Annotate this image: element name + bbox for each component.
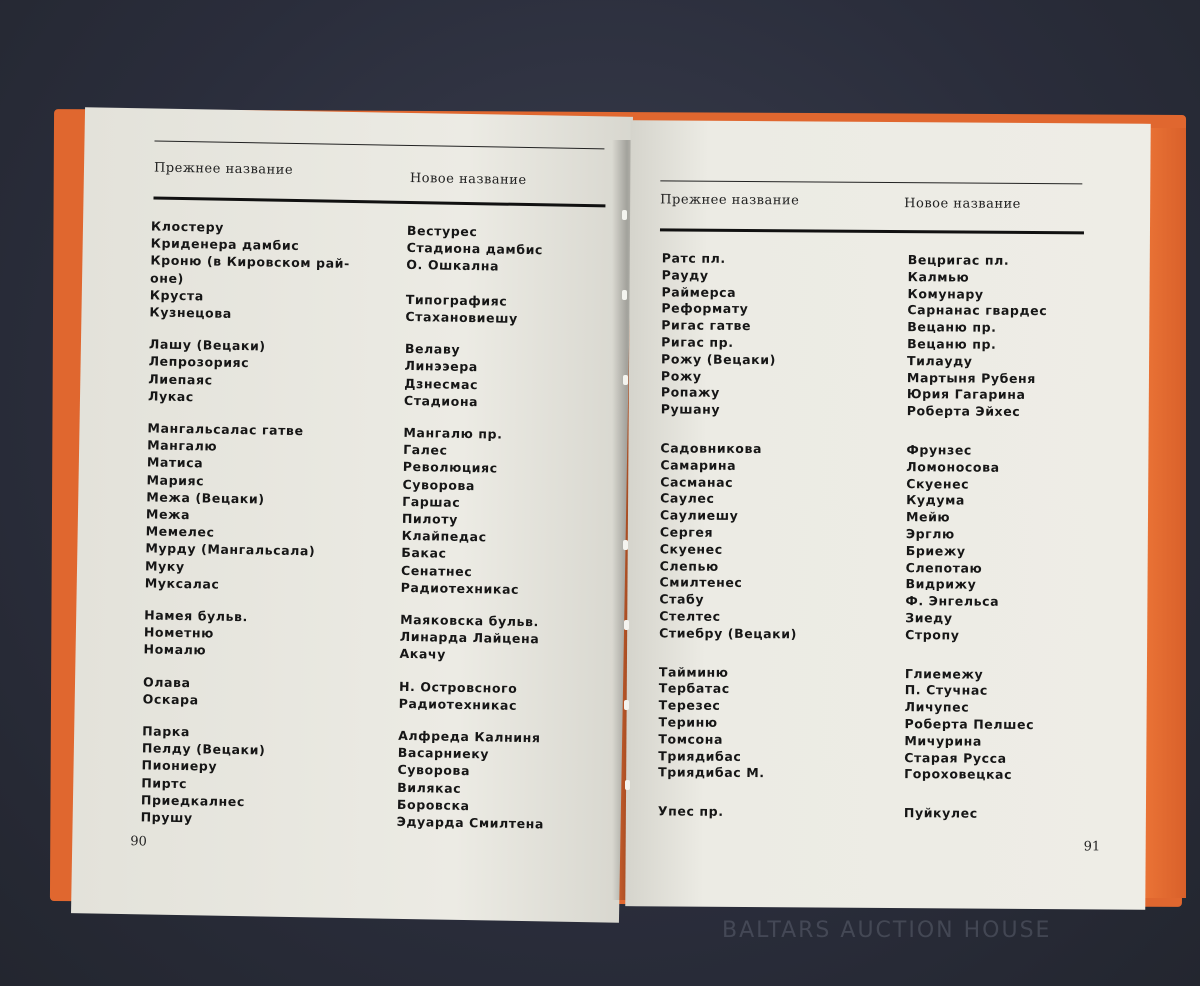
old-street-name: Стабу (659, 591, 705, 607)
new-street-name: Маяковска бульв. (400, 611, 540, 630)
old-street-name: Рауду (661, 267, 709, 283)
new-street-name: Вилякас (397, 779, 462, 796)
new-street-name: Суворова (402, 476, 476, 493)
old-street-name: Круста (149, 287, 204, 304)
old-street-name: Оскара (142, 691, 199, 708)
new-street-name: Стадиона дамбис (406, 240, 544, 258)
old-street-name: Ратс пл. (661, 250, 726, 266)
old-street-name: Тайминю (658, 663, 729, 680)
old-street-name: Прушу (140, 809, 193, 826)
new-street-name: Клайпедас (401, 528, 487, 545)
old-street-name: Рожу (660, 368, 702, 384)
new-street-name: Эрглю (905, 526, 955, 542)
new-street-name: Гороховецкас (904, 766, 1013, 783)
old-street-name: Пиртс (141, 774, 188, 791)
new-street-name: Суворова (397, 762, 471, 779)
old-street-name: Марияс (146, 472, 205, 489)
old-street-name: Рожу (Вецаки) (661, 351, 777, 368)
binding-stitch (622, 210, 627, 220)
binding-stitch (625, 780, 630, 790)
binding-stitch (623, 375, 628, 385)
new-street-name: Эдуарда Смилтена (396, 813, 545, 832)
new-street-name: Ф. Энгельса (905, 593, 1000, 609)
new-street-name: Васарниеку (397, 745, 490, 762)
new-street-name: Юрия Гагарина (906, 386, 1026, 403)
old-street-name: Саулес (660, 490, 715, 507)
old-street-name: Мангалю (147, 437, 218, 454)
header-new-name: Новое название (904, 196, 1021, 212)
old-street-name: Упес пр. (657, 803, 724, 820)
new-street-name: Ломоносова (906, 458, 1000, 475)
old-street-name: Тербатас (658, 680, 730, 697)
new-street-name: Кудума (906, 492, 966, 508)
old-street-name: Ригас гатве (661, 317, 752, 334)
old-street-name: Лиепаяс (148, 371, 213, 388)
binding-stitch (622, 290, 627, 300)
old-street-name: Лукас (147, 388, 195, 405)
new-street-name: Стахановиешу (405, 308, 518, 326)
new-street-name: Радиотехникас (400, 579, 520, 597)
new-street-name: Фрунзес (906, 442, 972, 458)
new-street-name: Дзнесмас (404, 375, 479, 392)
old-street-name: Клостеру (150, 218, 225, 235)
new-street-name: Вецригас пл. (907, 252, 1010, 268)
old-street-name: Приедкалнес (140, 792, 246, 809)
old-street-name: Скуенес (659, 541, 723, 557)
new-street-name: О. Ошкална (406, 257, 500, 274)
new-street-name: Акачу (399, 646, 447, 663)
new-street-name: Мейю (905, 509, 951, 525)
old-street-name: Номалю (143, 641, 207, 658)
new-street-name: Алфреда Калниня (398, 727, 541, 746)
new-street-name: Боровска (396, 796, 470, 813)
header-rule-bottom (153, 196, 605, 207)
new-street-name: Типографияс (405, 291, 508, 309)
new-street-name: Велаву (404, 341, 461, 358)
old-street-name: Терезес (658, 697, 721, 714)
new-street-name: Линээера (404, 358, 478, 375)
old-street-name: Томсона (658, 731, 724, 747)
old-street-name: Териню (658, 714, 718, 730)
old-street-name: Слепью (659, 558, 719, 574)
left-page (71, 107, 633, 922)
binding-stitch (624, 620, 629, 630)
old-street-name: Реформату (661, 300, 749, 317)
header-old-name: Прежнее название (153, 160, 294, 178)
old-street-name: Саулиешу (659, 507, 739, 524)
old-street-name: Лепрозорияс (148, 353, 250, 371)
new-street-name: Скуенес (906, 475, 970, 492)
new-street-name: Сенатнес (400, 562, 473, 579)
new-street-name: Роберта Эйхес (906, 403, 1021, 420)
new-street-name: Видрижу (905, 576, 977, 593)
new-street-name: Роберта Пелшес (904, 716, 1035, 733)
new-street-name: Гаршас (402, 493, 461, 510)
binding-stitch (623, 540, 628, 550)
new-street-name: Вецаню пр. (907, 319, 997, 335)
old-street-name: Стиебру (Вецаки) (659, 625, 798, 642)
old-street-name: Пиониеру (141, 757, 218, 775)
new-street-name: Стадиона (403, 392, 479, 409)
new-street-name: Тилауду (907, 352, 973, 369)
page-number: 91 (1083, 839, 1101, 855)
new-street-name: Н. Островсного (398, 678, 518, 696)
new-street-name: Слепотаю (905, 559, 983, 576)
new-street-name: Вецаню пр. (907, 336, 997, 352)
new-street-name: Мичурина (904, 732, 982, 749)
watermark: BALTARS AUCTION HOUSE (722, 918, 1052, 943)
header-rule-top (660, 180, 1082, 184)
new-street-name: Линарда Лайцена (399, 629, 540, 647)
new-street-name: Бакас (401, 545, 447, 562)
old-street-name: Лашу (Вецаки) (148, 336, 266, 354)
old-street-name: Сасманас (660, 474, 734, 490)
new-street-name: Галес (403, 442, 448, 458)
old-street-name: Ропажу (660, 384, 720, 401)
old-street-name: Мангальсалас гатве (147, 420, 304, 439)
right-page (625, 120, 1150, 910)
new-street-name: Пуйкулес (903, 805, 978, 821)
old-street-name: Криденера дамбис (150, 235, 300, 254)
old-street-name: Парка (142, 723, 191, 740)
old-street-name: Мурду (Мангальсала) (145, 540, 316, 559)
old-street-name: Раймерса (661, 284, 737, 300)
old-street-name: оне) (149, 270, 185, 286)
new-street-name: Вестурес (406, 222, 478, 240)
header-old-name: Прежнее название (660, 192, 800, 209)
new-street-name: П. Стучнас (904, 682, 989, 699)
old-street-name: Муку (144, 557, 185, 574)
header-rule-bottom (660, 228, 1084, 234)
old-street-name: Кузнецова (149, 304, 232, 321)
new-street-name: Стропу (905, 626, 960, 643)
old-street-name: Межа (Вецаки) (146, 489, 265, 507)
new-street-name: Революцияс (402, 459, 498, 476)
new-street-name: Мартыня Рубеня (906, 369, 1036, 386)
old-street-name: Ригас пр. (661, 334, 734, 350)
old-street-name: Триядибас М. (658, 764, 765, 781)
new-street-name: Пилоту (401, 510, 459, 527)
new-street-name: Мангалю пр. (403, 424, 503, 442)
old-street-name: Мемелес (145, 523, 215, 540)
old-street-name: Самарина (660, 457, 737, 473)
old-street-name: Кроню (в Кировском рай- (150, 252, 350, 272)
old-street-name: Смилтенес (659, 574, 743, 591)
new-street-name: Комунару (907, 285, 984, 302)
new-street-name: Радиотехникас (398, 695, 518, 713)
old-street-name: Сергея (659, 524, 714, 540)
old-street-name: Межа (145, 506, 191, 523)
new-street-name: Старая Русса (904, 749, 1007, 766)
old-street-name: Намея бульв. (144, 607, 249, 625)
new-street-name: Сарнанас гвардес (907, 302, 1048, 319)
old-street-name: Садовникова (660, 440, 763, 457)
old-street-name: Стелтес (659, 608, 721, 624)
new-street-name: Бриежу (905, 542, 966, 559)
new-street-name: Зиеду (905, 610, 953, 626)
new-street-name: Калмью (907, 268, 970, 285)
new-street-name: Личупес (904, 699, 970, 715)
old-street-name: Матиса (146, 454, 204, 471)
old-street-name: Муксалас (144, 575, 220, 592)
old-street-name: Триядибас (658, 747, 742, 764)
header-new-name: Новое название (409, 170, 527, 188)
new-street-name: Глиемежу (904, 665, 984, 682)
old-street-name: Пелду (Вецаки) (141, 740, 266, 758)
page-number: 90 (130, 834, 147, 850)
header-rule-top (154, 140, 604, 149)
old-street-name: Олава (142, 673, 191, 690)
binding-stitch (624, 700, 629, 710)
old-street-name: Рушану (660, 401, 721, 418)
old-street-name: Нометню (143, 624, 215, 641)
